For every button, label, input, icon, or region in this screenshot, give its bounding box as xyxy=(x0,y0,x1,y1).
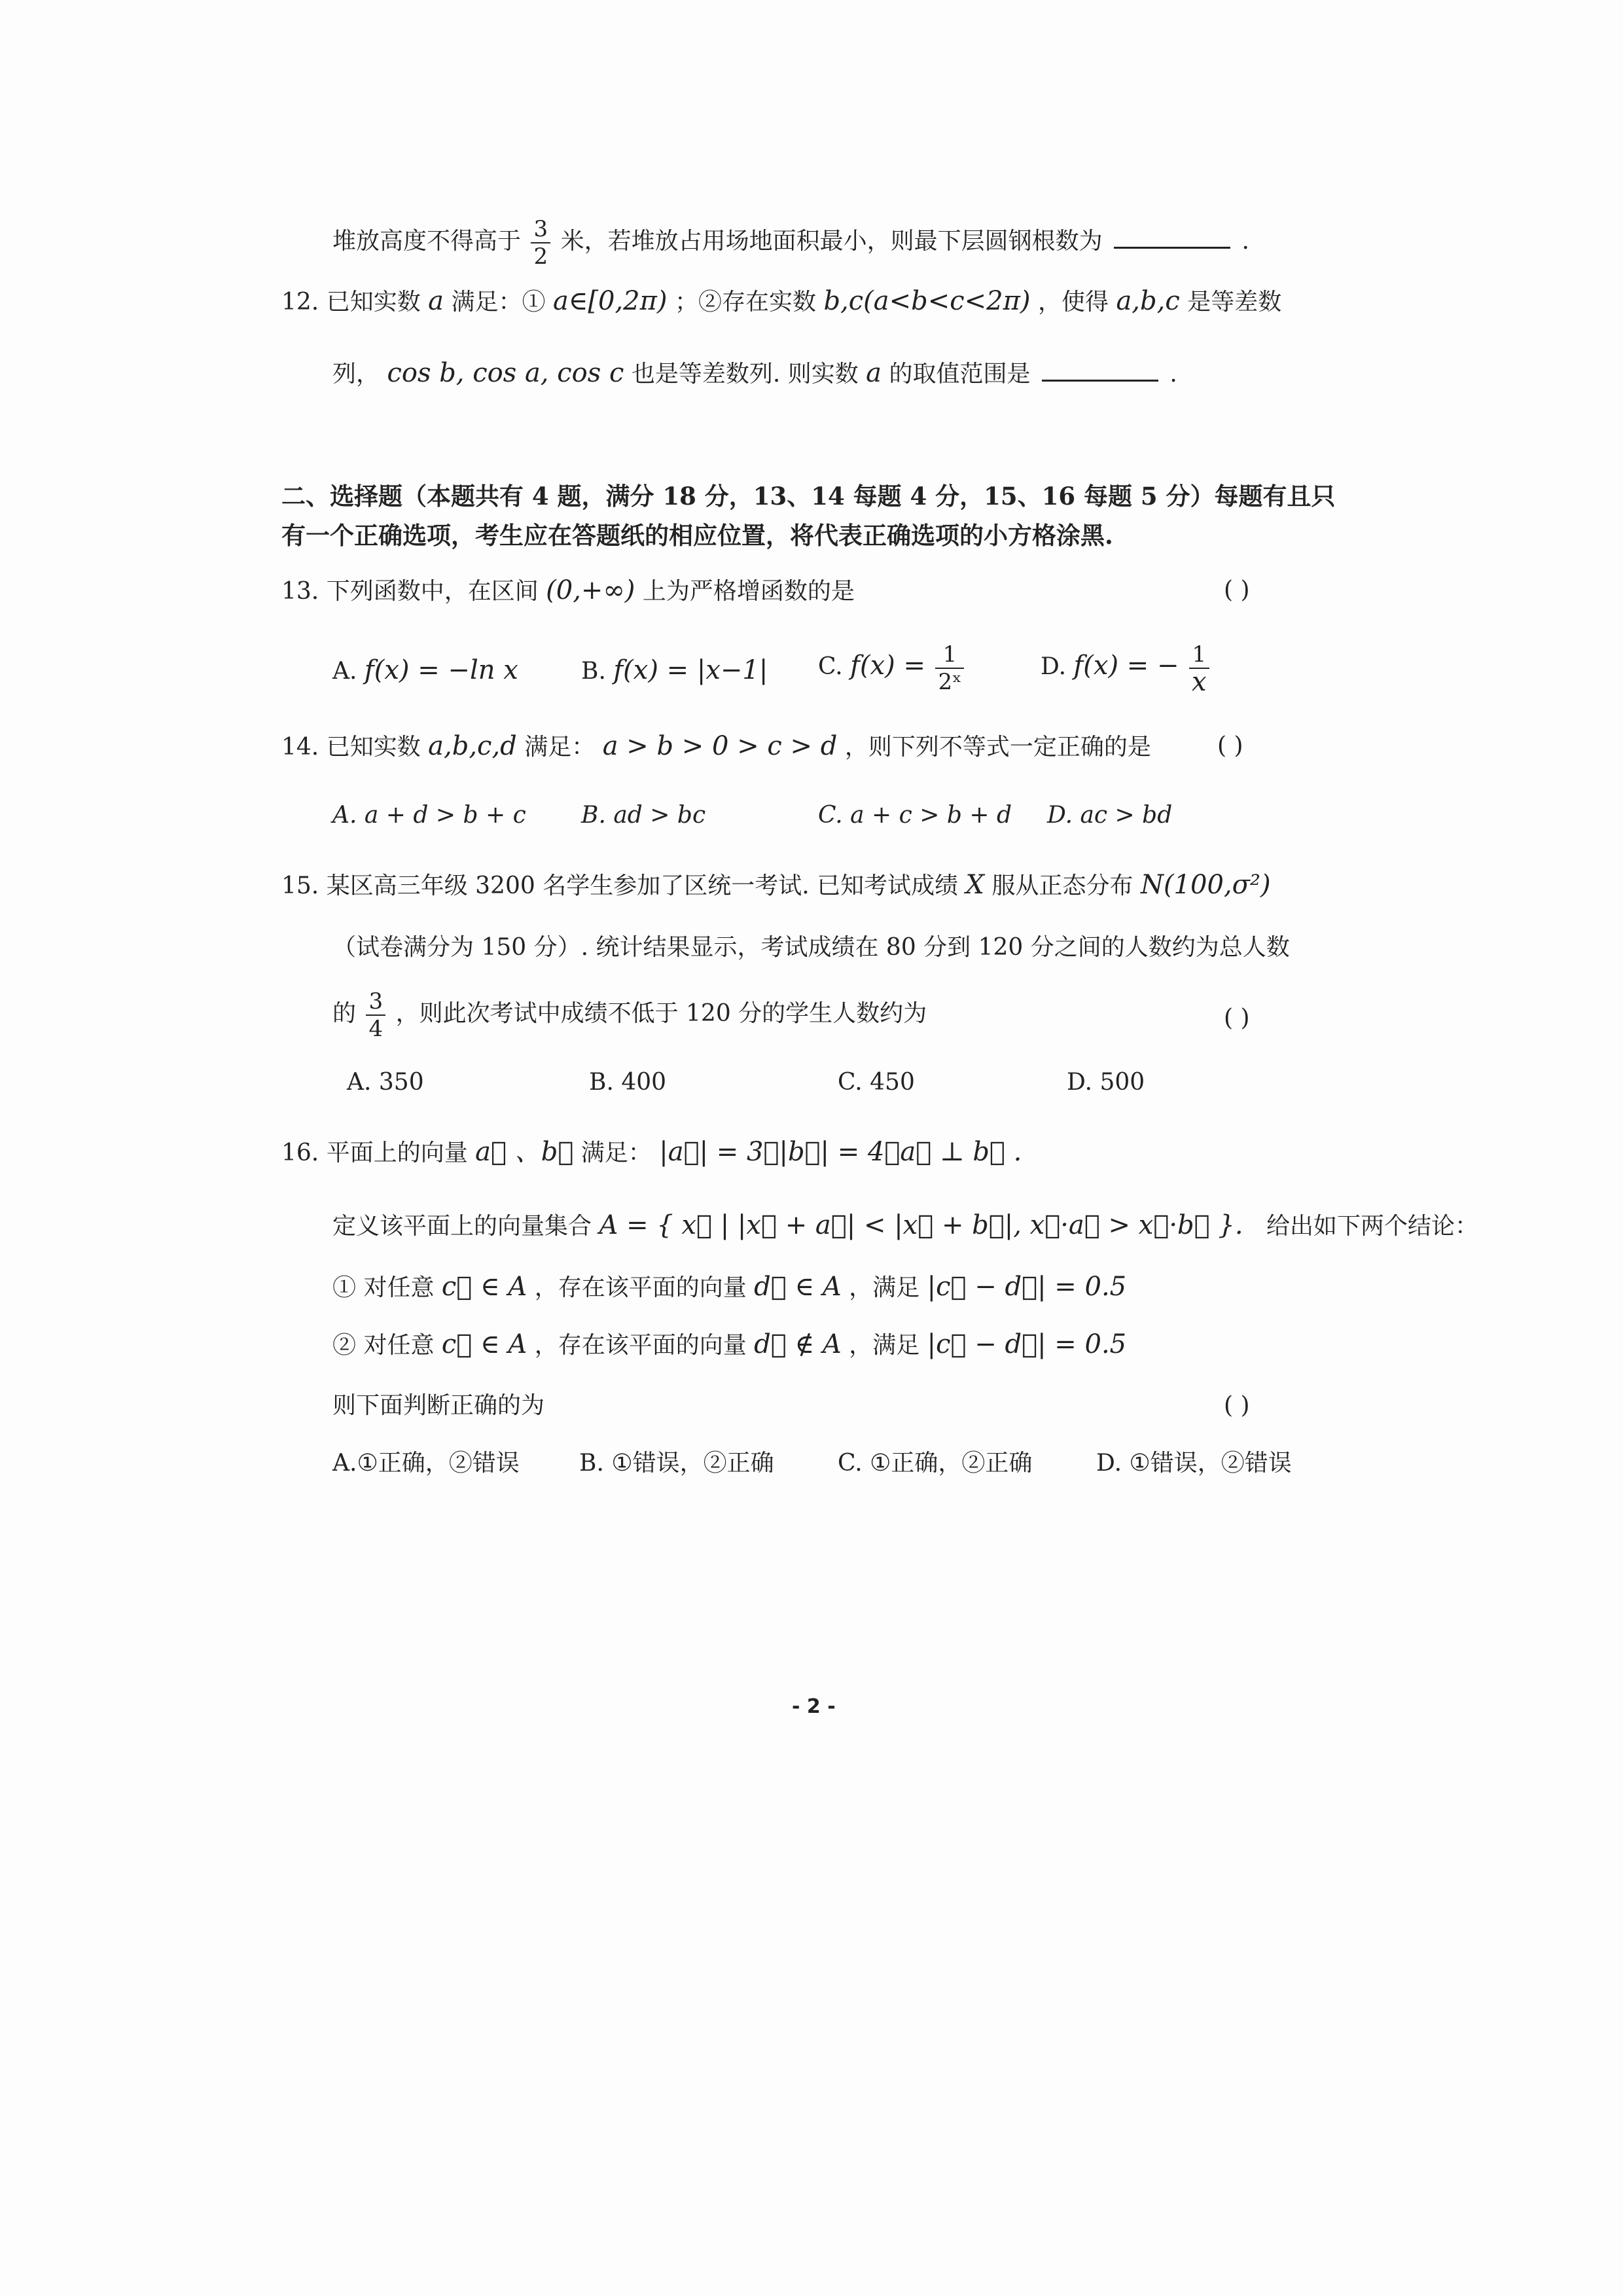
q13-option-d-num: 1 xyxy=(1189,641,1209,669)
q13-option-d-left: f(x) = − xyxy=(1073,651,1179,681)
q12-text-also: 也是等差数列. 则实数 xyxy=(631,361,859,387)
q11-tail-line xyxy=(332,216,1249,270)
q16-c1-d: d⃗ ∈ A xyxy=(754,1272,842,1302)
q16-set-def: A = { x⃗ | |x⃗ + a⃗| < |x⃗ + b⃗|, x⃗·a⃗ > x⃗·b⃗ }. xyxy=(599,1210,1243,1240)
q15-option-b: B. 400 xyxy=(589,1069,667,1096)
q15-normal-dist: N(100,σ²) xyxy=(1140,870,1271,900)
q16-conclusion-1 xyxy=(332,1271,1126,1304)
q16-answer-paren: ( ) xyxy=(1224,1392,1250,1419)
q13-option-b-expr: f(x) = |x−1| xyxy=(613,655,768,685)
q11-answer-blank xyxy=(1114,227,1230,249)
q15-fraction xyxy=(366,988,385,1042)
q16-c1-text: ① 对任意 xyxy=(332,1274,435,1301)
q14-stem-text-3: ，则下列不等式一定正确的是 xyxy=(844,734,1151,761)
q12-number-stem: 12. 已知实数 xyxy=(281,289,421,315)
q16-stem-text: 16. 平面上的向量 xyxy=(281,1139,468,1166)
q13-option-c-fraction xyxy=(935,641,964,695)
q15-stem-text-3: ，则此次考试中成绩不低于 120 分的学生人数约为 xyxy=(395,1000,927,1027)
q14-stem-text-2: 满足： xyxy=(524,734,596,761)
q12-math-interval: a∈[0,2π) xyxy=(552,286,668,316)
q14-option-d: D. ac > bd xyxy=(1047,802,1173,829)
q13-stem xyxy=(281,575,855,607)
q13-option-a-label: A. xyxy=(332,658,357,685)
q15-fraction-num: 3 xyxy=(366,988,385,1016)
q15-line-3 xyxy=(332,988,927,1042)
q15-option-d: D. 500 xyxy=(1067,1069,1145,1096)
q13-option-d-label: D. xyxy=(1041,653,1067,680)
q13-option-d-den: x xyxy=(1191,667,1207,697)
q15-line-1 xyxy=(281,869,1271,902)
q15-var-x: X xyxy=(965,870,985,900)
q14-vars: a,b,c,d xyxy=(428,731,517,761)
q14-inequality: a > b > 0 > c > d xyxy=(602,731,838,761)
q11-fraction-denominator: 2 xyxy=(533,243,548,270)
page-number: - 2 - xyxy=(792,1695,836,1718)
q16-vector-conditions: |a⃗| = 3，|b⃗| = 4，a⃗ ⊥ b⃗ . xyxy=(659,1137,1022,1167)
q14-stem-text: 14. 已知实数 xyxy=(281,734,421,761)
q12-math-cos: cos b, cos a, cos c xyxy=(387,358,624,388)
q13-option-a-expr: f(x) = −ln x xyxy=(364,655,518,685)
q12-answer-blank xyxy=(1042,360,1158,382)
q14-option-c: C. a + c > b + d xyxy=(818,802,1012,829)
q13-interval: (0,+∞) xyxy=(546,575,635,605)
q15-answer-paren: ( ) xyxy=(1224,1005,1250,1031)
q16-set-def-text: 定义该平面上的向量集合 xyxy=(332,1213,592,1240)
q12-text-condition2: ；②存在实数 xyxy=(674,289,816,315)
q16-c2-norm: |c⃗ − d⃗| = 0.5 xyxy=(927,1329,1127,1359)
q12-line-1 xyxy=(281,285,1281,318)
q16-option-d: D. ①错误，②错误 xyxy=(1096,1450,1292,1477)
q15-option-c: C. 450 xyxy=(838,1069,915,1096)
q16-c2-text: ② 对任意 xyxy=(332,1332,435,1359)
q11-end: . xyxy=(1241,228,1249,255)
q16-line-2 xyxy=(332,1210,1478,1242)
q16-c1-norm: |c⃗ − d⃗| = 0.5 xyxy=(927,1272,1127,1302)
section2-heading-line1: 二、选择题（本题共有 4 题，满分 18 分，13、14 每题 4 分，15、16 每题 5 分）每题有且只 xyxy=(281,482,1336,511)
q13-stem-text-2: 上为严格增函数的是 xyxy=(642,578,855,605)
q12-text-range: 的取值范围是 xyxy=(889,361,1031,387)
q16-c2-d: d⃗ ∉ A xyxy=(754,1329,842,1359)
q12-line-2 xyxy=(332,357,1177,390)
section2-heading-line2: 有一个正确选项，考生应在答题纸的相应位置，将代表正确选项的小方格涂黑. xyxy=(281,521,1113,550)
q12-math-abc: a,b,c xyxy=(1116,286,1180,316)
q11-fraction xyxy=(531,216,550,270)
q14-option-a: A. a + d > b + c xyxy=(332,802,526,829)
q15-text-of: 的 xyxy=(332,1000,357,1027)
q15-stem-text: 15. 某区高三年级 3200 名学生参加了区统一考试. 已知考试成绩 xyxy=(281,872,959,899)
q14-option-b: B. ad > bc xyxy=(581,802,706,829)
q15-option-a: A. 350 xyxy=(347,1069,424,1096)
q12-math-bc: b,c(a<b<c<2π) xyxy=(823,286,1031,316)
q11-fraction-numerator: 3 xyxy=(531,216,550,243)
q15-line-2: （试卷满分为 150 分）. 统计结果显示，考试成绩在 80 分到 120 分之间的人数约为总人数 xyxy=(332,934,1290,961)
q14-answer-paren: ( ) xyxy=(1217,732,1243,759)
q16-option-b: B. ①错误，②正确 xyxy=(579,1450,774,1477)
q13-option-c-left: f(x) = xyxy=(850,651,925,681)
q13-answer-paren: ( ) xyxy=(1224,577,1250,603)
q13-option-a xyxy=(332,655,518,687)
q13-option-c xyxy=(818,641,967,695)
q12-var-a-2: a xyxy=(866,358,882,388)
q16-line-5: 则下面判断正确的为 xyxy=(332,1392,545,1419)
q16-conclusion-2 xyxy=(332,1329,1126,1361)
q16-vectors: a⃗ 、b⃗ xyxy=(475,1137,574,1167)
q12-text-such-that: ，使得 xyxy=(1037,289,1109,315)
q16-c1-text-2: ，存在该平面的向量 xyxy=(534,1274,747,1301)
q13-stem-text: 13. 下列函数中，在区间 xyxy=(281,578,539,605)
q13-option-b-label: B. xyxy=(581,658,606,685)
q16-conclusions-intro: 给出如下两个结论： xyxy=(1266,1213,1478,1240)
q16-c2-text-2: ，存在该平面的向量 xyxy=(534,1332,747,1359)
q16-option-a: A.①正确，②错误 xyxy=(332,1450,520,1477)
q12-end: . xyxy=(1169,361,1177,387)
q16-c2-text-3: ，满足 xyxy=(849,1332,920,1359)
q16-stem-text-2: 满足： xyxy=(580,1139,652,1166)
q11-text-before: 堆放高度不得高于 xyxy=(332,228,522,255)
q12-var-a: a xyxy=(428,286,444,316)
q12-text-seq: 列， xyxy=(332,361,380,387)
q16-c2-c: c⃗ ∈ A xyxy=(441,1329,527,1359)
q13-option-c-label: C. xyxy=(818,653,843,680)
q16-line-1 xyxy=(281,1136,1022,1169)
q13-option-d xyxy=(1041,641,1212,695)
q15-stem-text-2: 服从正态分布 xyxy=(991,872,1133,899)
q12-text-condition1: 满足：① xyxy=(451,289,546,315)
q13-option-b xyxy=(581,655,768,687)
q11-text-after: 米，若堆放占用场地面积最小，则最下层圆钢根数为 xyxy=(560,228,1103,255)
q12-text-arith: 是等差数 xyxy=(1187,289,1282,315)
q16-option-c: C. ①正确，②正确 xyxy=(838,1450,1033,1477)
q16-c1-c: c⃗ ∈ A xyxy=(441,1272,527,1302)
q13-option-c-den: 2ˣ xyxy=(938,669,962,695)
q14-stem xyxy=(281,730,1151,763)
q13-option-d-fraction xyxy=(1189,641,1209,695)
q15-fraction-den: 4 xyxy=(368,1016,383,1042)
q16-c1-text-3: ，满足 xyxy=(849,1274,920,1301)
q13-option-c-num: 1 xyxy=(935,641,964,669)
